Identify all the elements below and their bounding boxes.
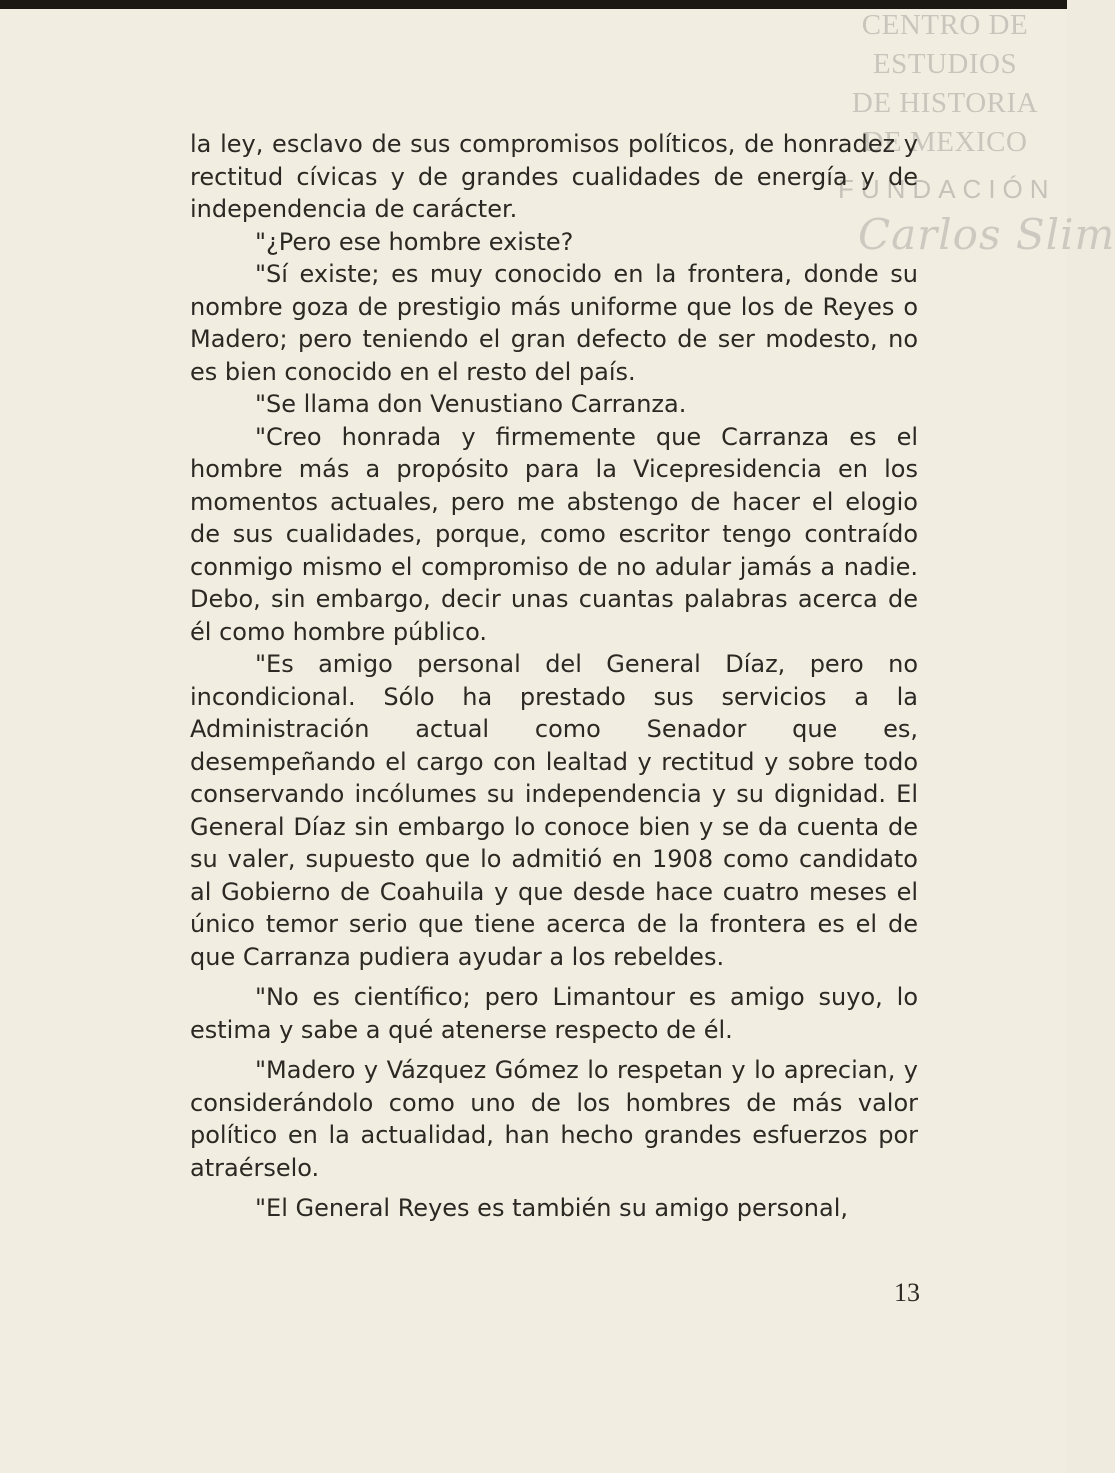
watermark-fundacion: FUNDACIÓN: [838, 174, 1056, 204]
paragraph: "Sí existe; es muy conocido en la frontera, donde su nombre goza de prestigio más uniforme que los de Reyes o Madero; pero teniendo el gran defecto de ser modesto, no es bien conocido en el resto del país.: [190, 260, 918, 386]
paragraph: "Se llama don Venustiano Carranza.: [255, 390, 687, 418]
paragraph: "Madero y Vázquez Gómez lo respetan y lo aprecian, y considerándolo como uno de los hombres de más valor político en la actualidad, han hecho grandes esfuerzos por atraérselo.: [190, 1056, 918, 1182]
paragraph: "Es amigo personal del General Díaz, pero no incondicional. Sólo ha prestado sus servicios a la Administración actual como Senador que es, desempeñando el cargo con lealtad y rectitud y sobre todo conservando incólumes su independencia y su dignidad. El General Díaz sin embargo lo conoce bien y se da cuenta de su valer, supuesto que lo admitió en 1908 como candidato al Gobierno de Coahuila y que desde hace cuatro meses el único temor serio que tiene acerca de la frontera es el de que Carranza pudiera ayudar a los rebeldes.: [190, 650, 918, 971]
watermark-line: DE HISTORIA: [851, 87, 1039, 119]
paragraph: "Creo honrada y firmemente que Carranza es el hombre más a propósito para la Vicepresidencia en los momentos actuales, pero me abstengo de hacer el elogio de sus cualidades, porque, como escritor tengo contraído conmigo mismo el compromiso de no adular jamás a nadie. Debo, sin embargo, decir unas cuantas palabras acerca de él como hombre público.: [190, 422, 918, 646]
page-body-text: [190, 128, 918, 1225]
paragraph: "El General Reyes es también su amigo personal,: [255, 1194, 848, 1222]
paragraph: "No es científico; pero Limantour es amigo suyo, lo estima y sabe a qué atenerse respecto de él.: [190, 983, 918, 1044]
page-number: 13: [894, 1278, 920, 1307]
watermark-line: DE MEXICO: [862, 126, 1028, 158]
watermark-line: CENTRO DE: [861, 9, 1029, 41]
watermark-line: ESTUDIOS: [872, 48, 1018, 80]
watermark-signature-logo: Carlos Slim: [858, 210, 1115, 259]
paragraph: "¿Pero ese hombre existe?: [255, 227, 574, 256]
paragraph-continuation: la ley, esclavo de sus compromisos políticos, de honradez y rectitud cívicas y de grandes cualidades de energía y de independencia de carácter.: [190, 130, 918, 223]
